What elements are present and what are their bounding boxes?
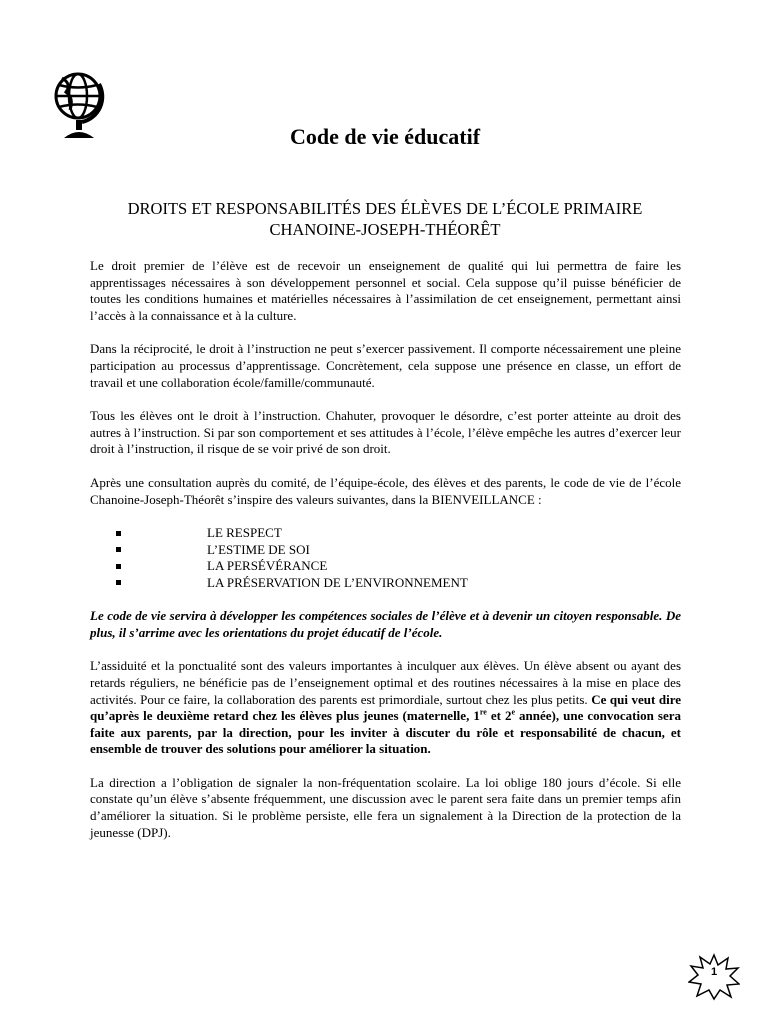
emphasis-statement: Le code de vie servira à développer les compétences sociales de l’élève et à devenir un citoyen responsable. De plus, il s’arrime avec les orientations du projet éducatif de l’école. [90,608,681,640]
document-body [90,258,681,858]
page-subtitle [90,198,680,240]
paragraph-attendance [90,658,681,758]
subtitle-line-2: CHANOINE-JOSEPH-THÉORÊT [269,220,501,239]
attendance-rule: Ce qui veut dire qu’après le deuxième retard chez les élèves plus jeunes (maternelle, 1re et 2e année), une convocation sera faite aux parents, par la direction, pour les inviter à discuter du rôle et responsabilité de chacun, et ensemble de trouver des solutions pour améliorer la situation. [90,691,681,757]
values-list [90,525,681,591]
page-number: 1 [710,966,718,978]
subtitle-line-1: DROITS ET RESPONSABILITÉS DES ÉLÈVES DE L’ÉCOLE PRIMAIRE [127,199,643,218]
paragraph-disorder: Tous les élèves ont le droit à l’instruction. Chahuter, provoquer le désordre, c’est porter atteinte au droit des autres à l’instruction. Si par son comportement et ses attitudes à l’école, l’élève empêche les autres d’exercer leur droit à l’instruction, il risque de se voir privé de son droit. [90,408,681,457]
value-label: L’ESTIME DE SOI [207,541,310,557]
list-item [90,525,681,542]
bullet-icon [116,547,121,552]
attendance-intro: L’assiduité et la ponctualité sont des valeurs importantes à inculquer aux élèves. Un élève absent ou ayant des retards réguliers, ne bénéficie pas de l’enseignement optimal et des routines nécessaires à la mise en place des activités. Pour ce faire, la collaboration des parents est primordiale, surtout chez les plus petits. [90,658,681,707]
bullet-icon [116,564,121,569]
bullet-icon [116,531,121,536]
value-label: LA PERSÉVÉRANCE [207,558,328,574]
value-label: LE RESPECT [207,525,282,541]
value-label: LA PRÉSERVATION DE L’ENVIRONNEMENT [207,574,468,590]
paragraph-reciprocity: Dans la réciprocité, le droit à l’instruction ne peut s’exercer passivement. Il comporte nécessairement une pleine participation au processus d’apprentissage. Concrètement, cela suppose une présence en classe, un effort de travail et une collaboration école/famille/communauté. [90,341,681,390]
page-title: Code de vie éducatif [289,124,481,149]
list-item [90,542,681,559]
paragraph-reporting: La direction a l’obligation de signaler la non-fréquentation scolaire. La loi oblige 180 jours d’école. Si elle constate qu’un élève s’absente fréquemment, une discussion avec le parent sera faite dans un premier temps afin d’améliorer la situation. Si le problème persiste, elle fera un signalement à la Direction de la protection de la jeunesse (DPJ). [90,774,681,840]
paragraph-values-intro: Après une consultation auprès du comité, de l’équipe-école, des élèves et des parents, le code de vie de l’école Chanoine-Joseph-Théorêt s’inspire des valeurs suivantes, dans la BIENVEILLANCE : [90,474,681,507]
paragraph-right-to-education: Le droit premier de l’élève est de recevoir un enseignement de qualité qui lui permettra de faire les apprentissages nécessaires à son développement personnel et social. Cela suppose qu’il puisse bénéficier de toutes les conditions humaines et matérielles nécessaires à l’assimilation de cet enseignement, permettant ainsi l’accès à la connaissance et à la culture. [90,258,681,323]
bullet-icon [116,580,121,585]
list-item [90,558,681,575]
list-item [90,575,681,592]
